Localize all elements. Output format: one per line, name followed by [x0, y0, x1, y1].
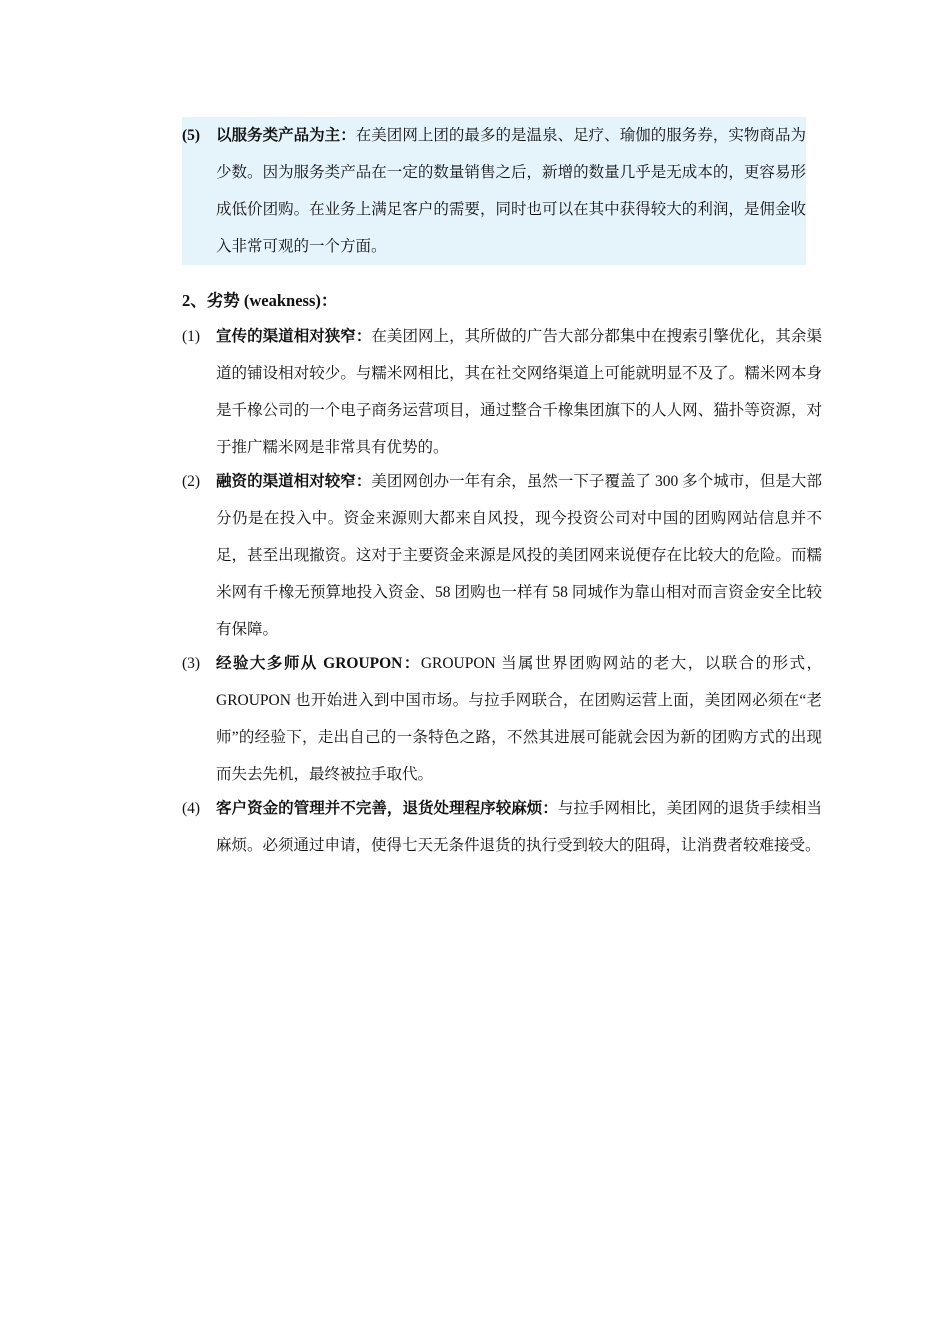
item-number: (2): [182, 473, 201, 490]
item-text: 在美团网上团的最多的是温泉、足疗、瑜伽的服务券，实物商品为少数。因为服务类产品在一定的数量销售之后，新增的数量几乎是无成本的，更容易形成低价团购。在业务上满足客户的需要，同时也可以在其中获得较大的利润，是佣金收入非常可观的一个方面。: [216, 127, 806, 255]
weakness-item-3: [182, 645, 822, 793]
item-number: (3): [182, 655, 201, 672]
item-body: [216, 790, 822, 864]
item-lead: 宣传的渠道相对狭窄：: [216, 328, 372, 345]
strength-item-5: [182, 117, 806, 265]
item-lead: 经验大多师从 GROUPON：: [216, 655, 421, 672]
item-body: [216, 318, 822, 466]
weakness-heading: 2、劣势 (weakness)：: [182, 291, 338, 310]
item-text: 与拉手网相比，美团网的退货手续相当麻烦。必须通过申请，使得七天无条件退货的执行受到较大的阻碍，让消费者较难接受。: [216, 800, 822, 854]
item-body: [216, 117, 806, 265]
item-text: GROUPON 当属世界团购网站的老大，以联合的形式，GROUPON 也开始进入到中国市场。与拉手网联合，在团购运营上面，美团网必须在“老师”的经验下，走出自己的一条特色之路，不然其进展可能就会因为新的团购方式的出现而失去先机，最终被拉手取代。: [216, 655, 823, 783]
item-text: 美团网创办一年有余，虽然一下子覆盖了 300 多个城市，但是大部分仍是在投入中。资金来源则大都来自风投，现今投资公司对中国的团购网站信息并不足，甚至出现撤资。这对于主要资金来源是风投的美团网来说便存在比较大的危险。而糯米网有千橡无预算地投入资金、58 团购也一样有 58 同城作为靠山相对而言资金安全比较有保障。: [216, 473, 822, 638]
item-body: [216, 463, 822, 648]
weakness-item-4: [182, 790, 822, 864]
item-number: (5): [182, 127, 201, 144]
item-lead: 客户资金的管理并不完善，退货处理程序较麻烦：: [216, 800, 558, 817]
item-body: [216, 645, 822, 793]
item-number: (4): [182, 800, 201, 817]
item-text: 在美团网上，其所做的广告大部分都集中在搜索引擎优化，其余渠道的铺设相对较少。与糯米网相比，其在社交网络渠道上可能就明显不及了。糯米网本身是千橡公司的一个电子商务运营项目，通过整合千橡集团旗下的人人网、猫扑等资源，对于推广糯米网是非常具有优势的。: [216, 328, 822, 456]
item-lead: 融资的渠道相对较窄：: [216, 473, 372, 490]
weakness-item-2: [182, 463, 822, 648]
item-number: (1): [182, 328, 201, 345]
weakness-item-1: [182, 318, 822, 466]
item-lead: 以服务类产品为主：: [216, 127, 356, 144]
